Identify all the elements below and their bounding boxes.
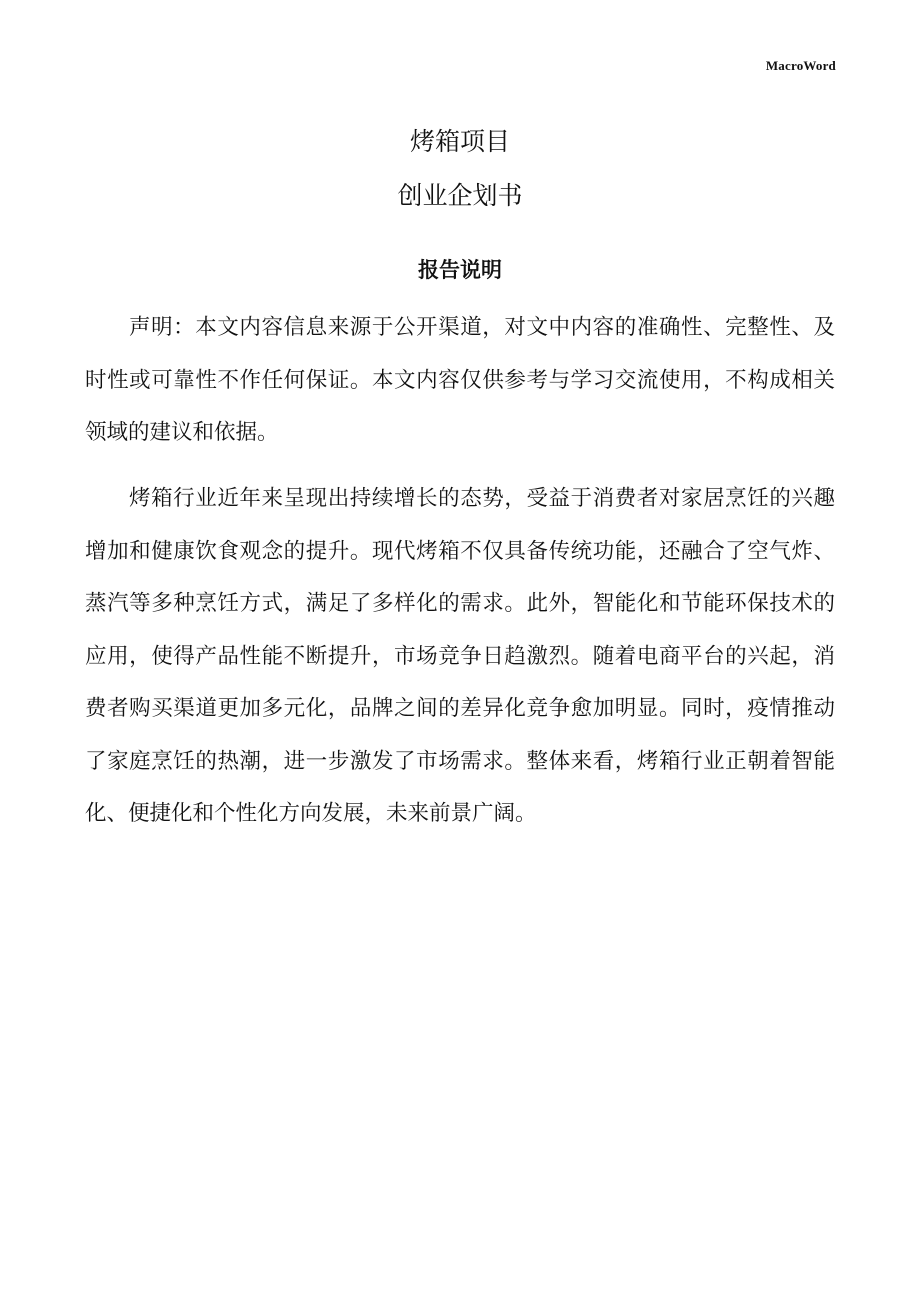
title-line-2: 创业企划书 <box>397 181 523 210</box>
industry-overview-paragraph: 烤箱行业近年来呈现出持续增长的态势，受益于消费者对家居烹饪的兴趣增加和健康饮食观念的提升。现代烤箱不仅具备传统功能，还融合了空气炸、蒸汽等多种烹饪方式，满足了多样化的需求。此外，智能化和节能环保技术的应用，使得产品性能不断提升，市场竞争日趋激烈。随着电商平台的兴起，消费者购买渠道更加多元化，品牌之间的差异化竞争愈加明显。同时，疫情推动了家庭烹饪的热潮，进一步激发了市场需求。整体来看，烤箱行业正朝着智能化、便捷化和个性化方向发展，未来前景广阔。 <box>85 486 835 826</box>
document-title <box>0 120 920 218</box>
title-line-1: 烤箱项目 <box>409 127 510 156</box>
header-brand: MacroWord <box>765 58 836 73</box>
disclaimer-paragraph: 声明：本文内容信息来源于公开渠道，对文中内容的准确性、完整性、及时性或可靠性不作任何保证。本文内容仅供参考与学习交流使用，不构成相关领域的建议和依据。 <box>85 315 835 445</box>
section-heading: 报告说明 <box>418 258 502 282</box>
